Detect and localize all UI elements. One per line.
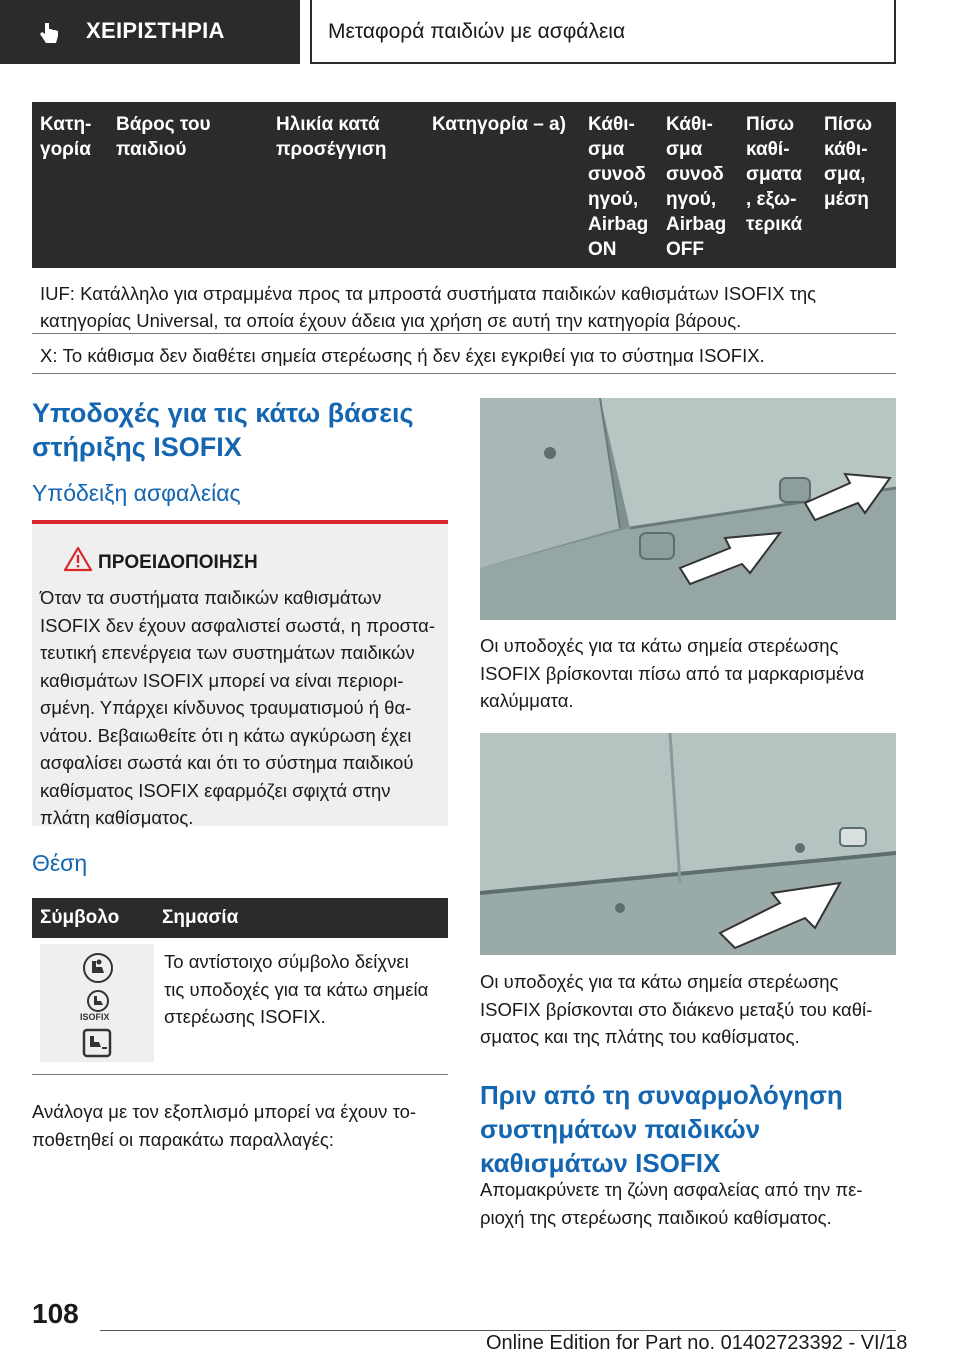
subheading-safety: Υπόδειξη ασφαλείας (32, 480, 241, 506)
col-rear-middle: Πίσω κάθι- σμα, μέση (824, 114, 873, 210)
section-heading-before-install: Πριν από τη συναρμολόγηση συστημάτων παιδικών καθισμάτων ISOFIX (480, 1080, 843, 1178)
header-section-title: ΧΕΙΡΙΣΤΗΡΙΑ (86, 18, 225, 43)
header-chapter-title: Μεταφορά παιδιών με ασφάλεια (328, 20, 626, 43)
caption-photo-1: Οι υποδοχές για τα κάτω σημεία στερέωσης ISOFIX βρίσκονται πίσω από τα μαρκαρισμένα καλύμματα. (480, 635, 865, 711)
isofix-anchor-icon (82, 1028, 112, 1058)
warning-triangle-icon (64, 546, 92, 572)
header-section-tab (0, 0, 300, 64)
col-passenger-airbag-on: Κάθι- σμα συνοδ ηγού, Airbag ON (588, 114, 649, 260)
symbol-col-label: Σύμβολο (40, 907, 120, 928)
isofix-seat-icon (84, 990, 112, 1012)
warning-text: Όταν τα συστήματα παιδικών καθισμάτων ISOFIX δεν έχουν ασφαλιστεί σωστά, η προστα- τευτική επενέργεια των συστημάτων παιδικών καθισμάτων ISOFIX μπορεί να είναι περιορι- σμένη. Υπάρχει κίνδυνος τραυματισμού ή θα- νάτου. Βεβαιωθείτε ότι η κάτω αγκύρωση έχει ασφαλίσει σωστά και ότι το σύστημα παιδικού καθίσματος ISOFIX εφαρμόζει σφιχτά στην πλάτη καθίσματος. (40, 587, 435, 828)
symbol-table-header (32, 898, 448, 938)
hand-pointer-icon (36, 20, 62, 46)
seat-photo-covers (480, 398, 896, 620)
child-seat-icon (82, 952, 114, 984)
divider (32, 373, 896, 374)
category-table-header (32, 102, 896, 268)
note-x: X: Το κάθισμα δεν διαθέτει σημεία στερέωσης ή δεν έχει εγκριθεί για το σύστημα ISOFIX. (40, 345, 765, 366)
footer-rule (100, 1330, 896, 1331)
warning-title: ΠΡΟΕΙΔΟΠΟΙΗΣΗ (98, 552, 258, 573)
col-passenger-airbag-off: Κάθι- σμα συνοδ ηγού, Airbag OFF (666, 114, 727, 260)
variants-text: Ανάλογα με τον εξοπλισμό μπορεί να έχουν το- ποθετηθεί οι παρακάτω παραλλαγές: (32, 1101, 417, 1150)
col-rear-outer: Πίσω καθί- σματα , εξω- τερικά (746, 114, 803, 235)
before-install-text: Απομακρύνετε τη ζώνη ασφαλείας από την πε- ριοχή της στερέωσης παιδικού καθίσματος. (480, 1179, 863, 1228)
col-approx-age: Ηλικία κατά προσέγγιση (276, 114, 387, 160)
symbol-meaning: Το αντίστοιχο σύμβολο δείχνει τις υποδοχές για τα κάτω σημεία στερέωσης ISOFIX. (164, 951, 429, 1027)
col-category-a: Κατηγορία – a) (432, 114, 566, 135)
position-heading: Θέση (32, 850, 88, 876)
divider (32, 1074, 448, 1075)
caption-photo-2: Οι υποδοχές για τα κάτω σημεία στερέωσης ISOFIX βρίσκονται στο διάκενο μεταξύ του καθί- σματος και της πλάτης του καθίσματος. (480, 971, 873, 1047)
divider (32, 333, 896, 334)
seat-photo-gap (480, 733, 896, 955)
meaning-col-label: Σημασία (162, 907, 239, 928)
header-chapter-box (310, 0, 896, 64)
edition-note: Online Edition for Part no. 01402723392 - VI/18 (486, 1332, 908, 1354)
section-heading: Υποδοχές για τις κάτω βάσεις στήριξης ISOFIX (32, 398, 414, 462)
col-category: Κατη- γορία (40, 114, 92, 160)
isofix-label: ISOFIX (80, 1012, 110, 1022)
warning-box (32, 520, 448, 826)
isofix-symbols-panel (40, 944, 154, 1062)
note-iuf: IUF: Κατάλληλο για στραμμένα προς τα μπροστά συστήματα παιδικών καθισμάτων ISOFIX της κατηγορίας Universal, τα οποία έχουν άδεια για χρήση σε αυτή την κατηγορία βάρους. (40, 283, 817, 331)
col-child-weight: Βάρος του παιδιού (116, 114, 211, 160)
page-number: 108 (32, 1298, 79, 1329)
